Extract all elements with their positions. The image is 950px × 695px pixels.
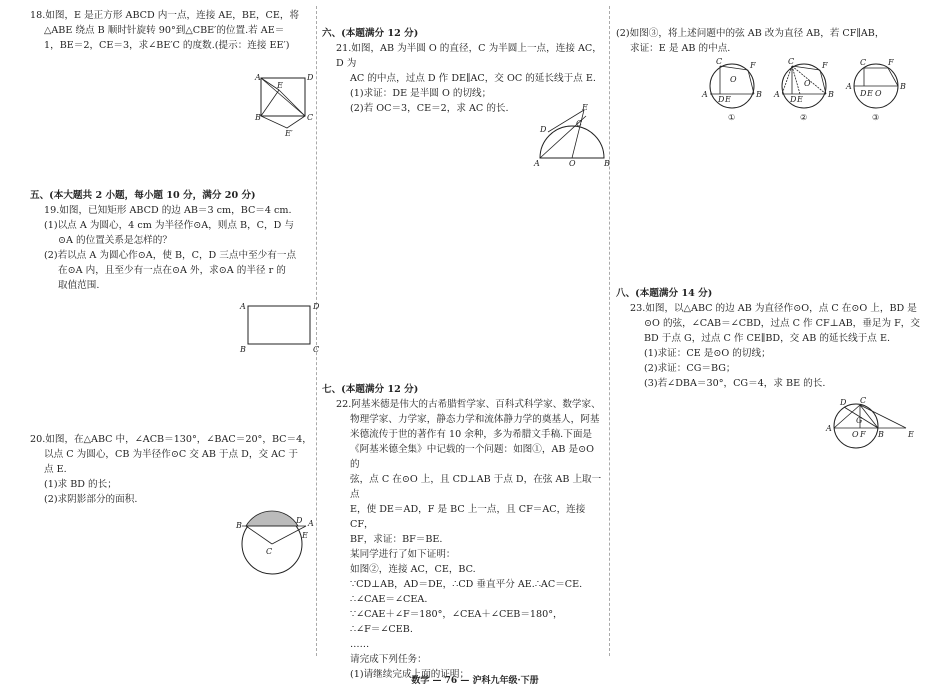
q19-line-6: 取值范围. (58, 280, 100, 291)
section-5-title: 五、(本大题共 2 小题，每小题 10 分，满分 20 分) (30, 190, 256, 201)
q22-line-9: 如图②，连接 AC，CE，BC. (350, 564, 476, 575)
shaded-segment (246, 511, 298, 526)
label-e: E (908, 430, 914, 439)
q18-line-1: 18.如图，E 是正方形 ABCD 内一点，连接 AE，BE，CE，将 (30, 10, 300, 21)
label-a: A (534, 159, 540, 168)
question-20 (30, 432, 312, 507)
label-b: B (828, 90, 834, 99)
label-c: C (860, 58, 867, 67)
label-a: A (826, 424, 832, 433)
column-middle (322, 0, 610, 680)
column-right (616, 0, 921, 670)
section-6-title: 六、(本题满分 12 分) (322, 28, 419, 39)
q22-line-4: 《阿基米德全集》中记载的一个问题：如图①，AB 是⊙O 的 (350, 444, 594, 470)
label-e: E (277, 81, 283, 90)
label-a: A (846, 82, 852, 91)
label-d: D (307, 73, 314, 82)
q22-line-5: 弦，点 C 在⊙O 上，且 CD⊥AB 于点 D，在弦 AB 上取一点 (350, 474, 602, 500)
label-o: O (569, 159, 576, 168)
section-5 (30, 188, 312, 293)
label-e: E (797, 95, 803, 104)
q19-line-4: (2)若以点 A 为圆心作⊙A，使 B，C，D 三点中至少有一点 (44, 250, 297, 261)
section-8-title: 八、(本题满分 14 分) (616, 288, 713, 299)
label-e-prime: E′ (285, 129, 293, 138)
label-c: C (860, 396, 867, 405)
q19-line-3: ⊙A 的位置关系是怎样的？ (58, 235, 172, 246)
figure-18-square (255, 73, 315, 138)
label-f: F (750, 61, 756, 70)
rectangle-abcd (248, 306, 310, 344)
figure-20-circle (234, 512, 324, 580)
label-b: B (236, 521, 242, 530)
q22-line-6: E，使 DE＝AD，F 是 BC 上一点，且 CF＝AC，连接 CF， (350, 504, 586, 530)
label-a: A (308, 519, 314, 528)
q22-line-11: ∴∠CAE＝∠CEA. (350, 594, 428, 605)
label-b: B (604, 159, 610, 168)
section-6 (322, 26, 604, 116)
page-footer: 数学 — 76 — 沪科九年级·下册 (411, 676, 539, 686)
label-d: D (540, 125, 547, 134)
q22-line-7: BF，求证：BF＝BE. (350, 534, 443, 545)
label-a: A (240, 302, 246, 311)
figure-number-3: ③ (872, 113, 880, 122)
label-f: F (888, 58, 894, 67)
q22-line-8: 某同学进行了如下证明： (350, 549, 456, 560)
q21-line-3: (1)求证：DE 是半圆 O 的切线； (350, 88, 492, 99)
label-b: B (878, 430, 884, 439)
q23-line-2: ⊙O 的弦，∠CAB＝∠CBD，过点 C 作 CF⊥AB，垂足为 F，交 (644, 318, 920, 329)
q23-line-1: 23.如图，以△ABC 的边 AB 为直径作⊙O，点 C 在⊙O 上，BD 是 (630, 303, 917, 314)
q20-line-1: 20.如图，在△ABC 中，∠ACB＝130°，∠BAC＝20°，BC＝4， (30, 434, 312, 445)
label-o: O (852, 430, 859, 439)
label-c: C (788, 57, 795, 66)
section-7-title: 七、(本题满分 12 分) (322, 384, 419, 395)
label-b: B (255, 113, 261, 122)
q23-line-4: (1)求证：CE 是⊙O 的切线； (644, 348, 771, 359)
label-d: D (840, 398, 847, 407)
q18-line-2: △ABE 绕点 B 顺时针旋转 90°到△CBE′的位置.若 AE＝ (44, 25, 285, 36)
q22b-line-2: 求证：E 是 AB 的中点. (630, 43, 731, 54)
q22-line-16: (1)请继续完成上面的证明； (350, 669, 470, 680)
label-d: D (790, 95, 797, 104)
label-c: C (307, 113, 314, 122)
section-8 (616, 286, 921, 391)
q18-line-3: 1，BE＝2，CE＝3，求∠BE′C 的度数.(提示：连接 EE′) (44, 40, 290, 51)
q21-line-1: 21.如图，AB 为半圆 O 的直径，C 为半圆上一点，连接 AC，D 为 (336, 43, 602, 69)
label-c: C (266, 547, 273, 556)
q23-line-3: BD 于点 G，过点 C 作 CE∥BD，交 AB 的延长线于点 E. (644, 333, 891, 344)
label-o: O (804, 79, 811, 88)
label-b: B (900, 82, 906, 91)
q22-line-12: ∵∠CAE＋∠F＝180°，∠CEA＋∠CEB＝180°， (350, 609, 563, 620)
q23-line-6: (3)若∠DBA＝30°，CG＝4，求 BE 的长. (644, 378, 826, 389)
label-d: D (718, 95, 725, 104)
q22-line-2: 物理学家、力学家，静态力学和流体静力学的奠基人，阿基 (350, 414, 600, 425)
label-c: C (576, 119, 583, 128)
label-b: B (756, 90, 762, 99)
q20-line-3: 点 E. (44, 464, 67, 475)
label-e: E (725, 95, 731, 104)
label-e: E (867, 89, 873, 98)
figure-22-1 (702, 56, 766, 124)
question-18 (30, 8, 312, 53)
q19-line-5: 在⊙A 内，且至少有一点在⊙A 外，求⊙A 的半径 r 的 (58, 265, 286, 276)
q22-line-1: 22.阿基米德是伟大的古希腊哲学家、百科式科学家、数学家、 (336, 399, 601, 410)
section-7 (322, 382, 604, 682)
figure-number-1: ① (728, 113, 736, 122)
label-a: A (774, 90, 780, 99)
q20-line-4: (1)求 BD 的长； (44, 479, 117, 490)
circle-1 (710, 64, 754, 108)
label-o: O (875, 89, 882, 98)
label-a: A (702, 90, 708, 99)
q22-line-10: ∵CD⊥AB，AD＝DE，∴CD 垂直平分 AE.∴AC＝CE. (350, 579, 583, 590)
label-a: A (255, 73, 261, 82)
label-d: D (296, 516, 303, 525)
q23-line-5: (2)求证：CG＝BG； (644, 363, 736, 374)
figure-19-rectangle (238, 300, 328, 355)
q19-line-1: 19.如图，已知矩形 ABCD 的边 AB＝3 cm，BC＝4 cm. (44, 205, 292, 216)
label-c: C (313, 345, 320, 354)
column-left (30, 0, 320, 670)
q20-line-5: (2)求阴影部分的面积. (44, 494, 138, 505)
label-d: D (313, 302, 320, 311)
q22-line-14: …… (350, 639, 370, 650)
label-b: B (240, 345, 246, 354)
label-f: F (822, 61, 828, 70)
q22b-line-1: (2)如图③，将上述问题中的弦 AB 改为直径 AB，若 CF∥AB， (616, 28, 885, 39)
q22-line-15: 请完成下列任务： (350, 654, 427, 665)
label-o: O (730, 75, 737, 84)
label-d: D (860, 89, 867, 98)
q19-line-2: (1)以点 A 为圆心，4 cm 为半径作⊙A，则点 B，C，D 与 (44, 220, 294, 231)
q21-line-2: AC 的中点，过点 D 作 DE∥AC，交 OC 的延长线于点 E. (350, 73, 596, 84)
label-g: G (856, 416, 863, 425)
question-22-part-2 (616, 26, 921, 56)
label-e: E (582, 103, 588, 112)
q20-line-2: 以点 C 为圆心，CB 为半径作⊙C 交 AB 于点 D，交 AC 于 (44, 449, 298, 460)
label-c: C (716, 57, 723, 66)
q21-line-4: (2)若 OC＝3，CE＝2，求 AC 的长. (350, 103, 509, 114)
label-e: E (302, 531, 308, 540)
figure-21-semicircle (534, 104, 614, 168)
label-f: F (860, 430, 866, 439)
q22-line-13: ∴∠F＝∠CEB. (350, 624, 413, 635)
figure-22-2 (774, 56, 838, 124)
figure-number-2: ② (800, 113, 808, 122)
q22-line-3: 米德流传于世的著作有 10 余种，多为希腊文手稿.下面是 (350, 429, 593, 440)
figure-22-3 (846, 56, 910, 124)
figure-23-circle (826, 396, 916, 456)
